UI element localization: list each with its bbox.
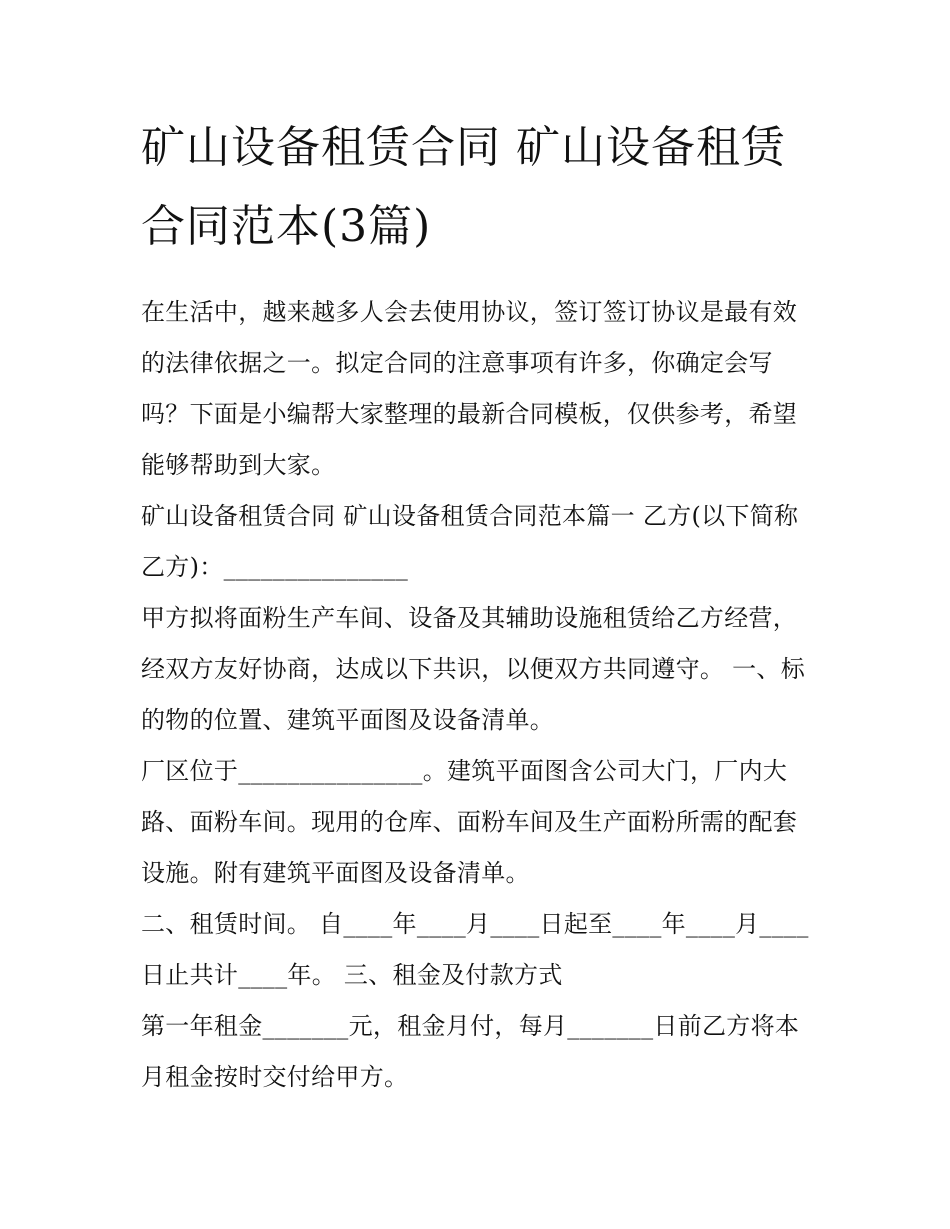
document-page (141, 108, 821, 1103)
paragraph-lease-scope: 甲方拟将面粉生产车间、设备及其辅助设施租赁给乙方经营，经双方友好协商，达成以下共识，以便双方共同遵守。 一、标的物的位置、建筑平面图及设备清单。 (141, 604, 806, 734)
document-title: 矿山设备租赁合同 矿山设备租赁合同范本(3篇) (141, 122, 786, 252)
paragraph-location: 厂区位于_______________。建筑平面图含公司大门，厂内大路、面粉车间。现用的仓库、面粉车间及生产面粉所需的配套设施。附有建筑平面图及设备清单。 (141, 757, 798, 887)
paragraph-rent: 第一年租金_______元，租金月付，每月_______日前乙方将本月租金按时交付给甲方。 (141, 1012, 800, 1091)
document-body (141, 287, 821, 1103)
paragraph-party-b: 矿山设备租赁合同 矿山设备租赁合同范本篇一 乙方(以下简称乙方)：_______________ (141, 502, 799, 581)
paragraph-lease-term: 二、租赁时间。 自____年____月____日起至____年____月____日止共计____年。 三、租金及付款方式 (141, 910, 809, 989)
paragraph-intro: 在生活中，越来越多人会去使用协议，签订签订协议是最有效的法律依据之一。拟定合同的注意事项有许多，你确定会写吗？下面是小编帮大家整理的最新合同模板，仅供参考，希望能够帮助到大家。 (141, 298, 798, 479)
